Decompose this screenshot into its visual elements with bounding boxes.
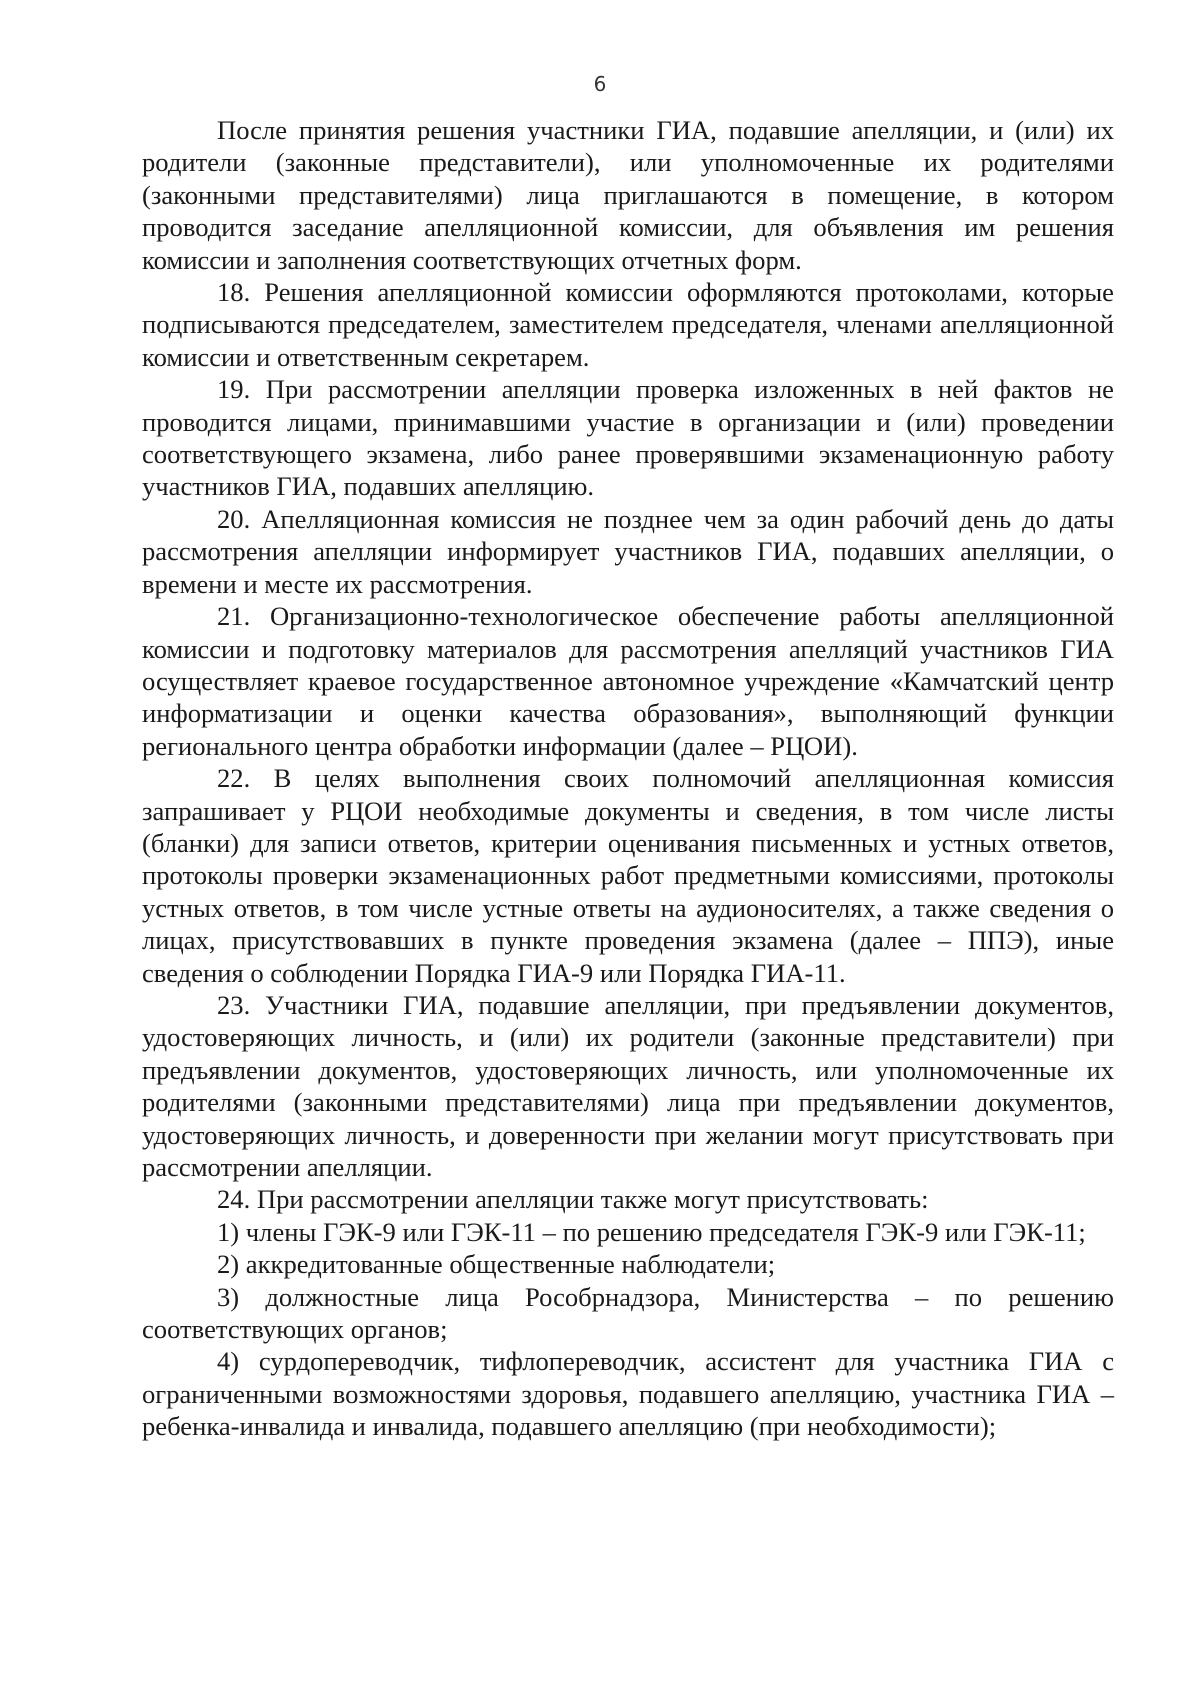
list-item-4: 4) сурдопереводчик, тифлопереводчик, ассистент для участника ГИА с ограниченными возможностями здоровья, подавшего апелляцию, участника ГИА – ребенка-инвалида и инвалида, подавшего апелляцию (при необходимости); (142, 1346, 1114, 1442)
page-number: 6 (593, 72, 607, 96)
paragraph-23: 23. Участники ГИА, подавшие апелляции, при предъявлении документов, удостоверяющих личность, и (или) их родители (законные представители) при предъявлении документов, удостоверяющих личность, или уполномоченные их родителями (законными представителями) лица при предъявлении документов, удостоверяющих личность, и доверенности при желании могут присутствовать при рассмотрении апелляции. (142, 989, 1114, 1182)
document-body (142, 114, 1114, 1443)
paragraph-24: 24. При рассмотрении апелляции также могут присутствовать: (217, 1184, 929, 1215)
paragraph-22: 22. В целях выполнения своих полномочий апелляционная комиссия запрашивает у РЦОИ необходимые документы и сведения, в том числе листы (бланки) для записи ответов, критерии оценивания письменных и устных ответов, протоколы проверки экзаменационных работ предметными комиссиями, протоколы устных ответов, в том числе устные ответы на аудионосителях, а также сведения о лицах, присутствовавших в пункте проведения экзамена (далее – ППЭ), иные сведения о соблюдении Порядка ГИА-9 или Порядка ГИА-11. (142, 763, 1114, 988)
list-item-2: 2) аккредитованные общественные наблюдатели; (217, 1249, 776, 1280)
paragraph-21: 21. Организационно-технологическое обеспечение работы апелляционной комиссии и подготовку материалов для рассмотрения апелляций участников ГИА осуществляет краевое государственное автономное учреждение «Камчатский центр информатизации и оценки качества образования», выполняющий функции регионального центра обработки информации (далее – РЦОИ). (142, 601, 1114, 761)
paragraph-19: 19. При рассмотрении апелляции проверка изложенных в ней фактов не проводится лицами, принимавшими участие в организации и (или) проведении соответствующего экзамена, либо ранее проверявшими экзаменационную работу участников ГИА, подавших апелляцию. (142, 374, 1114, 502)
list-item-1: 1) члены ГЭК-9 или ГЭК-11 – по решению председателя ГЭК-9 или ГЭК-11; (217, 1216, 1086, 1247)
paragraph-appeal-decision-announcement: После принятия решения участники ГИА, подавшие апелляции, и (или) их родители (законные представители), или уполномоченные их родителями (законными представителями) лица приглашаются в помещение, в котором проводится заседание апелляционной комиссии, для объявления им решения комиссии и заполнения соответствующих отчетных форм. (142, 115, 1114, 275)
paragraph-18: 18. Решения апелляционной комиссии оформляются протоколами, которые подписываются председателем, заместителем председателя, членами апелляционной комиссии и ответственным секретарем. (142, 277, 1114, 372)
list-item-3: 3) должностные лица Рособрнадзора, Министерства – по решению соответствующих органов; (142, 1281, 1114, 1345)
paragraph-20: 20. Апелляционная комиссия не позднее чем за один рабочий день до даты рассмотрения апелляции информирует участников ГИА, подавших апелляции, о времени и месте их рассмотрения. (142, 503, 1114, 599)
